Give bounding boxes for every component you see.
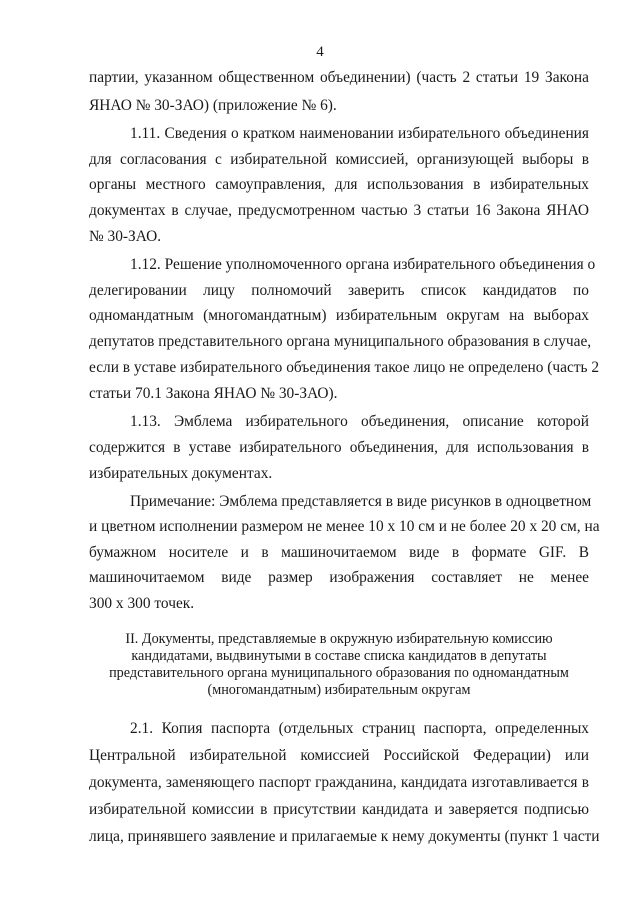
text-line: партии, указанном общественном объединении) (часть 2 статьи 19 Закона <box>89 69 589 86</box>
text-line: 2.1. Копия паспорта (отдельных страниц паспорта, определенных <box>130 720 589 737</box>
text-line: 1.13. Эмблема избирательного объединения, описание которой <box>130 413 589 430</box>
section-heading-line: кандидатами, выдвинутыми в составе списка кандидатов в депутаты <box>131 648 547 664</box>
text-line: статьи 70.1 Закона ЯНАО № 30-ЗАО). <box>89 385 338 402</box>
text-line: ЯНАО № 30-ЗАО) (приложение № 6). <box>89 97 337 114</box>
text-line: и цветном исполнении размером не менее 10 х 10 см и не более 20 х 20 см, на <box>89 518 600 535</box>
text-line: Примечание: Эмблема представляется в виде рисунков в одноцветном <box>130 493 592 510</box>
text-line: делегировании лицу полномочий заверить список кандидатов по <box>89 282 589 299</box>
text-line: для согласования с избирательной комиссией, организующей выборы в <box>89 151 589 168</box>
text-line: № 30-ЗАО. <box>89 228 162 245</box>
section-heading-line: II. Документы, представляемые в окружную избирательную комиссию <box>125 631 553 647</box>
text-line: содержится в уставе избирательного объединения, для использования в <box>89 439 589 456</box>
text-line: избирательных документах. <box>89 465 273 482</box>
section-heading-line: представительного органа муниципального образования по одномандатным <box>109 665 569 681</box>
text-line: если в уставе избирательного объединения такое лицо не определено (часть 2 <box>89 359 600 376</box>
text-line: 300 х 300 точек. <box>89 595 195 612</box>
text-line: депутатов представительного органа муниципального образования в случае, <box>89 333 592 350</box>
text-line: органы местного самоуправления, для использования в избирательных <box>89 176 589 193</box>
text-line: документа, заменяющего паспорт гражданина, кандидата изготавливается в <box>89 774 589 791</box>
text-line: бумажном носителе и в машиночитаемом виде в формате GIF. В <box>89 544 589 561</box>
text-line: избирательной комиссии в присутствии кандидата и заверяется подписью <box>89 801 589 818</box>
section-heading-line: (многомандатным) избирательным округам <box>207 682 471 698</box>
text-line: 1.12. Решение уполномоченного органа избирательного объединения о <box>130 256 596 273</box>
text-line: 1.11. Сведения о кратком наименовании избирательного объединения <box>130 125 589 142</box>
text-line: одномандатным (многомандатным) избирательным округам на выборах <box>89 307 589 324</box>
page-number: 4 <box>316 44 324 60</box>
text-line: документах в случае, предусмотренном частью 3 статьи 16 Закона ЯНАО <box>89 202 589 219</box>
text-line: лица, принявшего заявление и прилагаемые к нему документы (пункт 1 части <box>89 828 600 845</box>
text-line: машиночитаемом виде размер изображения составляет не менее <box>89 569 589 586</box>
text-line: Центральной избирательной комиссией Российской Федерации) или <box>89 747 589 764</box>
